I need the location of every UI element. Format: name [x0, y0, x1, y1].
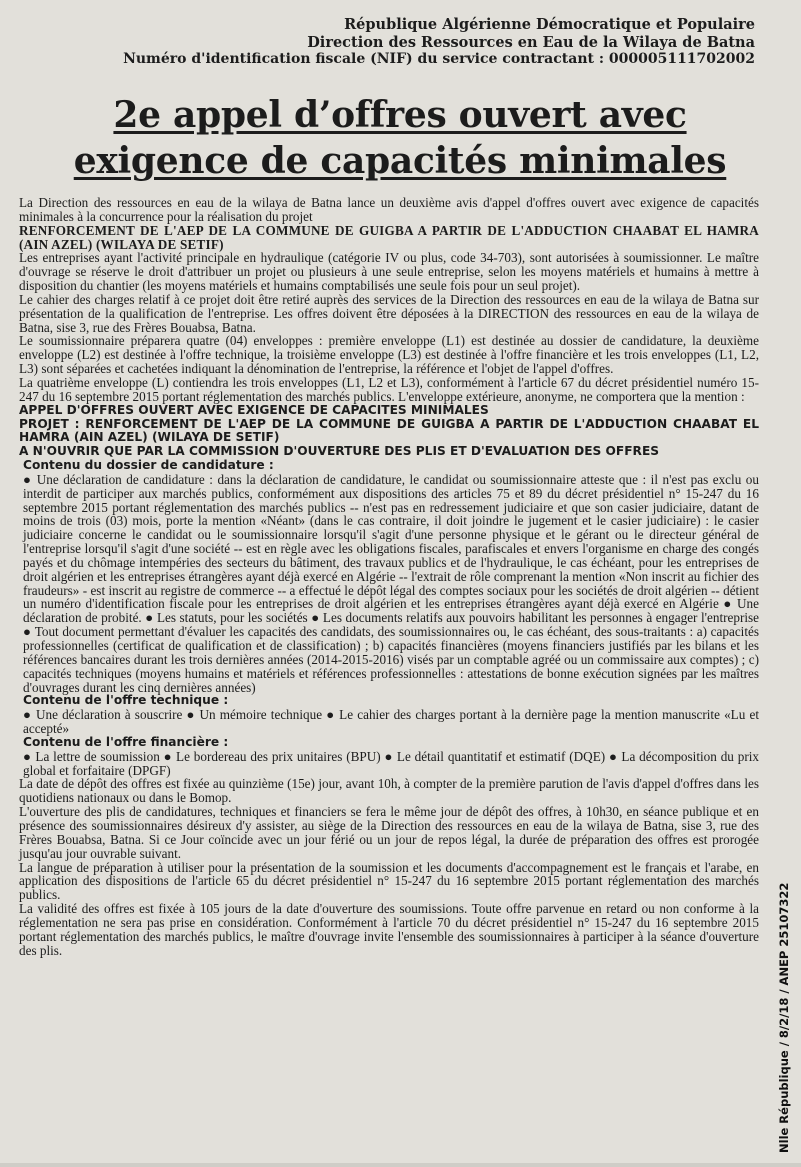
candidature-heading: Contenu du dossier de candidature : — [23, 458, 274, 473]
credit-text: Nlle République / 8/2/18 / ANEP 25107322 — [777, 882, 791, 1153]
intro-paragraph: La Direction des ressources en eau de la wilaya de Batna lance un deuxième avis d'appel d'offres ouvert avec exigence de capacités minimales à la concurrence pour la réalisation du projet — [19, 195, 759, 224]
specs-paragraph: Le cahier des charges relatif à ce projet doit être retiré auprès des services de la Direction des ressources en eau de la wilaya de Batna sur présentation de la qualification de l'entreprise. Les offres doivent être déposées à la DIRECTION des ressources en eau de la wilaya de Batna, sise 3, rue des Frères Bouabsa, Batna. — [19, 291, 759, 335]
page-title — [40, 92, 760, 184]
side-credit — [777, 853, 791, 1153]
technique-heading: Contenu de l'offre technique : — [23, 693, 229, 708]
financiere-heading: Contenu de l'offre financière : — [23, 734, 229, 749]
header-direction: Direction des Ressources en Eau de la Wilaya de Batna — [307, 33, 755, 51]
notice-body — [19, 196, 759, 957]
mention-line-2: PROJET : RENFORCEMENT DE L'AEP DE LA COMMUNE DE GUIGBA A PARTIR DE L'ADDUCTION CHAABAT EL HAMRA (AIN AZEL) (WILAYA DE SETIF) — [19, 416, 759, 445]
mention-line-3: A N'OUVRIR QUE PAR LA COMMISSION D'OUVERTURE DES PLIS ET D'EVALUATION DES OFFRES — [19, 444, 660, 459]
validity-paragraph: La validité des offres est fixée à 105 jours de la date d'ouverture des soumissions. Toute offre parvenue en retard ou non conforme à la réglementation ne sera pas prise en considération. Conformément à l'article 70 du décret présidentiel n° 15-247 du 16 septembre 2015 portant réglementation des marchés publics, le maître d'ouvrage invite l'ensemble des soumissionnaires à participer à la séance d'ouverture des plis. — [19, 901, 759, 958]
header-republic: République Algérienne Démocratique et Populaire — [344, 16, 755, 33]
header — [123, 16, 755, 69]
eligibility-paragraph: Les entreprises ayant l'activité principale en hydraulique (catégorie IV ou plus, code 34-703), sont autorisées à soumissionner. Le maître d'ouvrage se réserve le droit d'attribuer un projet ou plusieurs à une seule entreprise, selon les moyens matériels et humains à mettre à disposition du chantier (les moyens matériels et humains comptabilisés une seule fois pour un seul projet). — [19, 250, 759, 294]
deadline-paragraph: La date de dépôt des offres est fixée au quinzième (15e) jour, avant 10h, à compter de la première parution de l'avis d'appel d'offres dans les quotidiens nationaux ou dans le Bomop. — [19, 776, 759, 806]
language-paragraph: La langue de préparation à utiliser pour la présentation de la soumission et les documents d'accompagnement est le français et l'arabe, en application des dispositions de l'article 65 du décret présidentiel n° 15-247 du 16 septembre 2015 portant réglementation des marchés publics. — [19, 859, 759, 903]
outer-envelope-paragraph: La quatrième enveloppe (L) contiendra les trois enveloppes (L1, L2 et L3), conformément à l'article 67 du décret présidentiel numéro 15-247 du 16 septembre 2015 portant réglementation des marchés publics. L'enveloppe extérieure, anonyme, ne comportera que la mention : — [19, 374, 759, 404]
bottom-edge — [0, 1163, 801, 1167]
technique-content: ● Une déclaration à souscrire ● Un mémoire technique ● Le cahier des charges portant à la dernière page la mention manuscrite «Lu et accepté» — [23, 707, 759, 737]
financiere-content: ● La lettre de soumission ● Le bordereau des prix unitaires (BPU) ● Le détail quantitatif et estimatif (DQE) ● La décomposition du prix global et forfaitaire (DPGF) — [23, 748, 759, 778]
opening-paragraph: L'ouverture des plis de candidatures, techniques et financiers se fera le même jour de dépôt des offres, à 10h30, en séance publique et en présence des soumissionnaires désireux d'y assister, au siège de la Direction des ressources en eau de la wilaya de Batna, sise 3, rue des Frères Bouabsa, Batna. Si ce Jour coïncide avec un jour férié ou un jour de repos légal, la durée de préparation des offres est prorogée jusqu'au jour ouvrable suivant. — [19, 804, 759, 861]
title-line-1: 2e appel d’offres ouvert avec — [113, 94, 687, 136]
mention-line-1: APPEL D'OFFRES OUVERT AVEC EXIGENCE DE CAPACITES MINIMALES — [19, 402, 489, 417]
project-name: RENFORCEMENT DE L'AEP DE LA COMMUNE DE GUIGBA A PARTIR DE L'ADDUCTION CHAABAT EL HAMRA (AIN AZEL) (WILAYA DE SETIF) — [19, 222, 759, 252]
candidature-content: ● Une déclaration de candidature : dans la déclaration de candidature, le candidat ou soumissionnaire atteste que : il n'est pas exclu ou interdit de participer aux marchés publics, conformément aux dispositions des articles 75 et 89 du décret présidentiel n° 15-247 du 16 septembre 2015 portant réglementation des marchés publics -- n'est pas en redressement judiciaire et que son casier judiciaire, datant de moins de trois (03) mois, porte la mention «Néant» (dans le cas contraire, il doit joindre le jugement et le casier judiciaire) : le casier judiciaire concerne le candidat ou le soumissionnaire lorsqu'il s'agit d'une personne physique et le gérant ou le directeur général de l'entreprise lorsqu'il s'agit d'une société -- est en règle avec les obligations fiscales, parafiscales et envers l'organisme en charge des congés payés et du chômage intempéries des secteurs du bâtiment, des travaux publics et de l'hydraulique, le cas échéant, pour les entreprises de droit algérien et les entreprises étrangères ayant déjà exercé en Algérie -- l'extrait de rôle comprenant la mention «Non inscrit au fichier des fraudeurs» - est inscrit au registre de commerce -- a effectué le dépôt légal des comptes sociaux pour les sociétés de droit algérien -- détient un numéro d'identification fiscale pour les entreprises de droit algérien et les entreprises étrangères ayant déjà exercé en Algérie ● Une déclaration de probité. ● Les statuts, pour les sociétés ● Les documents relatifs aux pouvoirs habilitant les personnes à engager l'entreprise ● Tout document permettant d'évaluer les capacités des candidats, des soumissionnaires ou, le cas échéant, des sous-traitants : a) capacités professionnelles (certificat de qualification et de classification) ; b) capacités financières (moyens financiers justifiés par les bilans et les références bancaires durant les trois dernières années (2014-2015-2016) visés par un comptable agréé ou un commissaire aux comptes) ; c) capacités techniques (moyens humains et matériels et références professionnelles : attestations de bonne exécution signées par les maîtres d'ouvrages durant les cinq dernières années) — [23, 471, 759, 695]
header-nif: Numéro d'identification fiscale (NIF) du service contractant : 000005111702002 — [123, 51, 755, 67]
title-line-2: exigence de capacités minimales — [73, 140, 727, 182]
envelopes-paragraph: Le soumissionnaire préparera quatre (04) enveloppes : première enveloppe (L1) est destinée au dossier de candidature, la deuxième enveloppe (L2) est destinée à l'offre technique, la troisième enveloppe (L3) est destinée à l'offre financière et les trois enveloppes (L1, L2, L3) sont séparées et cachetées indiquant la dénomination de l'entreprise, la référence et l'objet de l'appel d'offres. — [19, 333, 759, 377]
